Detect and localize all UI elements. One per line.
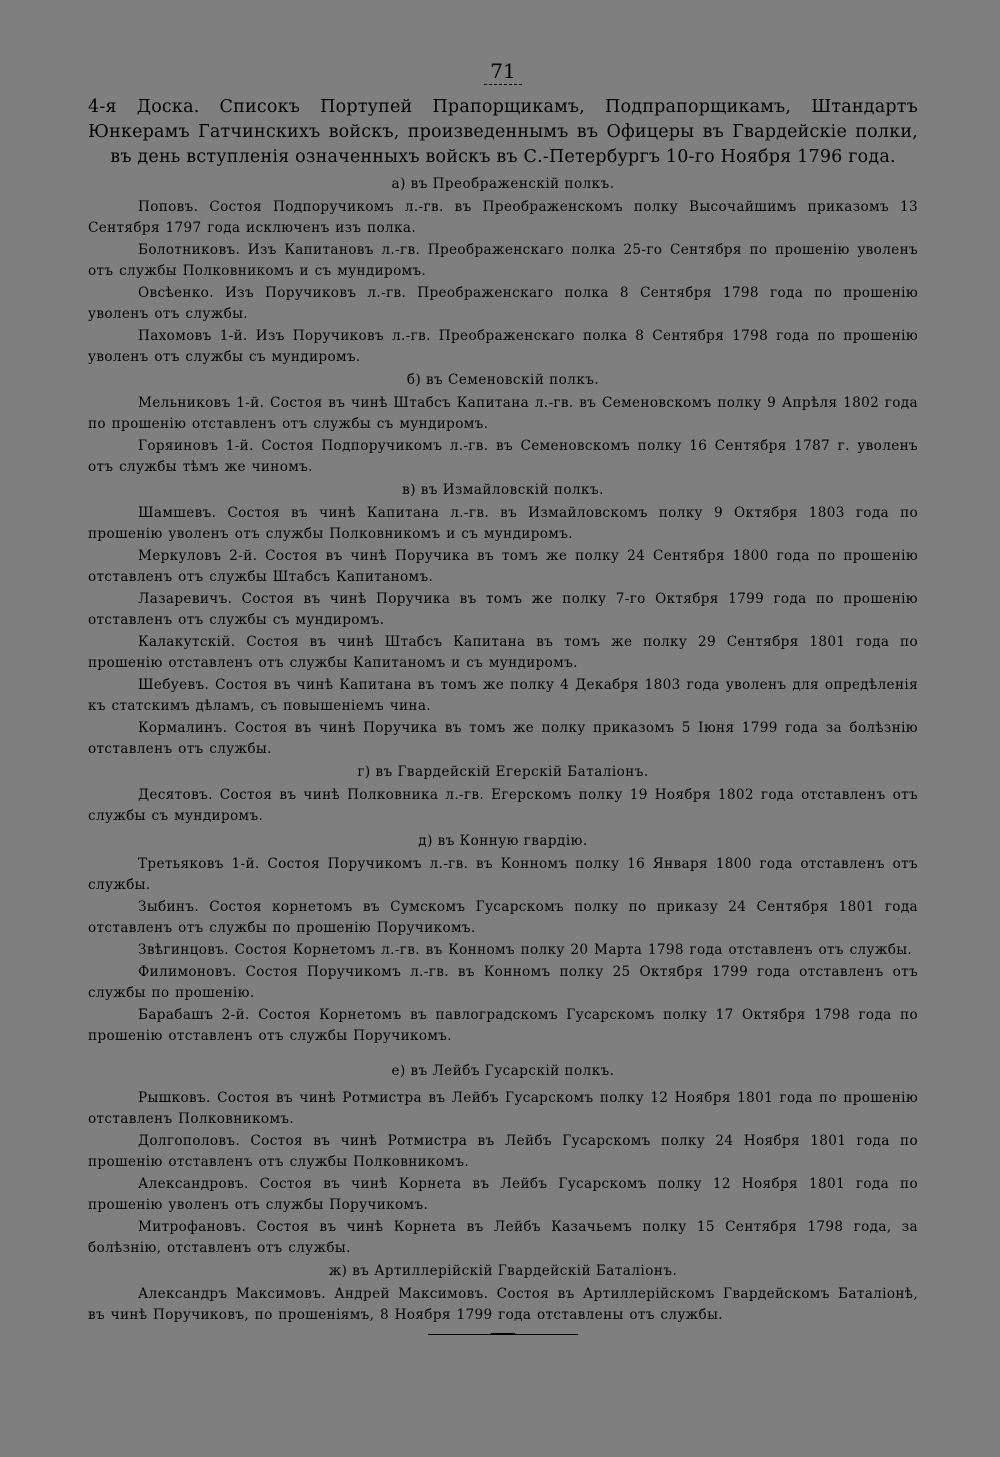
- list-item: [88, 718, 918, 760]
- list-item: [88, 197, 918, 239]
- end-rule: [428, 1334, 578, 1335]
- entry-text: Состоя въ чинѣ Штабсъ Капитана л.-гв. въ Семеновскомъ полку 9 Апрѣля 1802 года по прошенію отставленъ отъ службы съ мундиромъ.: [88, 395, 918, 432]
- entry-name: Митрофановъ.: [138, 1219, 247, 1235]
- entry-name: Шебуевъ.: [138, 677, 210, 693]
- entry-text: Состоя въ чинѣ Капитана въ томъ же полку 4 Декабря 1803 года уволенъ для опредѣленія къ статскимъ дѣламъ, съ повышеніемъ чина.: [88, 677, 918, 714]
- entry-text: Изъ Поручиковъ л.-гв. Преображенскаго полка 8 Сентября 1798 года по прошенію уволенъ отъ службы съ мундиромъ.: [88, 328, 918, 365]
- list-item: [88, 854, 918, 896]
- list-item: [88, 1217, 918, 1259]
- section-heading: ж) въ Артиллерійскій Гвардейскій Баталіонъ.: [328, 1263, 678, 1279]
- entry-text: Состоя Поручикомъ л.-гв. въ Конномъ полку 16 Января 1800 года отставленъ отъ службы.: [88, 856, 918, 893]
- list-item: [88, 1131, 918, 1173]
- list-item: [88, 1088, 918, 1130]
- entry-name: Овсѣенко.: [138, 285, 214, 301]
- section-heading: д) въ Конную гвардію.: [418, 833, 588, 849]
- entry-name: Звѣгинцовъ.: [138, 942, 229, 958]
- entry-text: Состоя въ Артиллерійскомъ Гвардейскомъ Баталіонѣ, въ чинѣ Поручиковъ, по прошеніямъ, 8 Ноября 1799 года отставлены отъ службы.: [88, 1286, 919, 1323]
- document-page: [88, 58, 918, 1335]
- section-heading: б) въ Семеновскій полкъ.: [406, 372, 600, 388]
- entry-text: Состоя Подпоручикомъ л.-гв. въ Семеновскомъ полку 16 Сентября 1787 г. уволенъ отъ службы тѣмъ же чиномъ.: [88, 438, 918, 475]
- entry-text: Состоя въ чинѣ Поручика въ томъ же полку 24 Сентября 1800 года по прошенію отставленъ отъ службы Штабсъ Капитаномъ.: [88, 548, 918, 585]
- entry-text: Состоя Корнетомъ въ павлоградскомъ Гусарскомъ полку 17 Октября 1798 года по прошенію отставленъ отъ службы Поручикомъ.: [88, 1007, 918, 1044]
- entry-name: Калакутскій.: [138, 634, 236, 650]
- entry-name: Лазаревичъ.: [138, 591, 233, 607]
- entry-name: Поповъ.: [138, 199, 199, 215]
- section-heading: а) въ Преображенскій полкъ.: [391, 176, 615, 192]
- sections-container: [88, 174, 918, 1326]
- section-heading: г) въ Гвардейскій Егерскій Баталіонъ.: [357, 764, 649, 780]
- entry-name: Меркуловъ 2-й.: [138, 548, 258, 564]
- entry-text: Изъ Поручиковъ л.-гв. Преображенскаго полка 8 Сентября 1798 года по прошенію уволенъ отъ службы.: [88, 285, 919, 322]
- list-item: [88, 546, 918, 588]
- entry-text: Состоя въ чинѣ Корнета въ Лейбъ Гусарскомъ полку 12 Ноября 1801 года по прошенію уволенъ отъ службы Поручикомъ.: [88, 1176, 919, 1213]
- entry-name: Барабашъ 2-й.: [138, 1007, 250, 1023]
- list-item: [88, 283, 918, 325]
- entry-name: Пахомовъ 1-й.: [138, 328, 248, 344]
- list-item: [88, 1174, 918, 1216]
- entry-name: Болотниковъ.: [138, 242, 241, 258]
- entry-text: Состоя въ чинѣ Капитана л.-гв. въ Измайловскомъ полку 9 Октября 1803 года по прошенію уволенъ отъ службы Полковникомъ и съ мундиромъ.: [88, 505, 919, 542]
- list-item: [88, 589, 918, 631]
- section-heading: в) въ Измайловскій полкъ.: [402, 482, 604, 498]
- entry-name: Филимоновъ.: [138, 964, 237, 980]
- list-item: [88, 632, 918, 674]
- entry-text: Состоя въ чинѣ Ротмистра въ Лейбъ Гусарскомъ полку 24 Ноября 1801 года по прошенію отставленъ отъ службы Полковникомъ.: [88, 1133, 918, 1170]
- list-item: [88, 503, 918, 545]
- entry-text: Состоя въ чинѣ Ротмистра въ Лейбъ Гусарскомъ полку 12 Ноября 1801 года по прошенію отставленъ Полковникомъ.: [88, 1090, 918, 1127]
- entry-name: Зыбинъ.: [138, 899, 200, 915]
- list-item: [88, 240, 918, 282]
- list-item: [88, 1005, 918, 1047]
- entry-text: Изъ Капитановъ л.-гв. Преображенскаго полка 25-го Сентября по прошенію уволенъ отъ службы Полковникомъ и съ мундиромъ.: [88, 242, 918, 279]
- entry-name: Александровъ.: [138, 1176, 249, 1192]
- list-item: [88, 1284, 918, 1326]
- entry-name: Рышковъ.: [138, 1090, 211, 1106]
- list-item: [88, 962, 918, 1004]
- entry-name: Кормалинъ.: [138, 720, 228, 736]
- entry-name: Александръ Максимовъ. Андрей Максимовъ.: [138, 1286, 489, 1302]
- entry-text: Состоя Подпоручикомъ л.-гв. въ Преображенскомъ полку Высочайшимъ приказомъ 13 Сентября 1797 года исключенъ изъ полка.: [88, 199, 918, 236]
- list-item: [88, 393, 918, 435]
- entry-name: Десятовъ.: [138, 787, 213, 803]
- list-item: [88, 675, 918, 717]
- entry-text: Состоя въ чинѣ Поручика въ томъ же полку 7-го Октября 1799 года по прошенію отставленъ отъ службы съ мундиромъ.: [88, 591, 918, 628]
- entry-text: Состоя Поручикомъ л.-гв. въ Конномъ полку 25 Октября 1799 года отставленъ отъ службы по прошенію.: [88, 964, 919, 1001]
- entry-text: Состоя въ чинѣ Полковника л.-гв. Егерскомъ полку 19 Ноября 1802 года отставленъ отъ службы съ мундиромъ.: [88, 787, 918, 824]
- list-item: [88, 897, 918, 939]
- entry-name: Долгополовъ.: [138, 1133, 241, 1149]
- list-item: [88, 436, 918, 478]
- page-number: 71: [88, 58, 918, 85]
- list-item: [88, 326, 918, 368]
- page-title: 4-я Доска. Списокъ Портупей Прапорщикамъ, Подпрапорщикамъ, Штандартъ Юнкерамъ Гатчинскихъ войскъ, произведеннымъ въ Офицеры въ Гвардейскіе полки, въ день вступленія означенныхъ войскъ въ С.-Петербургъ 10-го Ноября 1796 года.: [88, 97, 918, 167]
- list-item: [88, 785, 918, 827]
- entry-text: Состоя корнетомъ въ Сумскомъ Гусарскомъ полку по приказу 24 Сентября 1801 года отставленъ отъ службы по прошенію Поручикомъ.: [88, 899, 919, 936]
- entry-name: Шамшевъ.: [138, 505, 217, 521]
- entry-name: Горяиновъ 1-й.: [138, 438, 254, 454]
- entry-name: Мельниковъ 1-й.: [138, 395, 265, 411]
- entry-text: Состоя Корнетомъ л.-гв. въ Конномъ полку 20 Марта 1798 года отставленъ отъ службы.: [234, 942, 913, 958]
- list-item: [88, 940, 918, 961]
- entry-name: Третьяковъ 1-й.: [138, 856, 260, 872]
- section-heading: е) въ Лейбъ Гусарскій полкъ.: [391, 1063, 615, 1079]
- entry-text: Состоя въ чинѣ Штабсъ Капитана въ томъ же полку 29 Сентября 1801 года по прошенію отставленъ отъ службы Капитаномъ и съ мундиромъ.: [88, 634, 919, 671]
- entry-text: Состоя въ чинѣ Корнета въ Лейбъ Казачьемъ полку 15 Сентября 1798 года, за болѣзнію, отставленъ отъ службы.: [88, 1219, 919, 1256]
- entry-text: Состоя въ чинѣ Поручика въ томъ же полку приказомъ 5 Іюня 1799 года за болѣзнію отставленъ отъ службы.: [88, 720, 918, 757]
